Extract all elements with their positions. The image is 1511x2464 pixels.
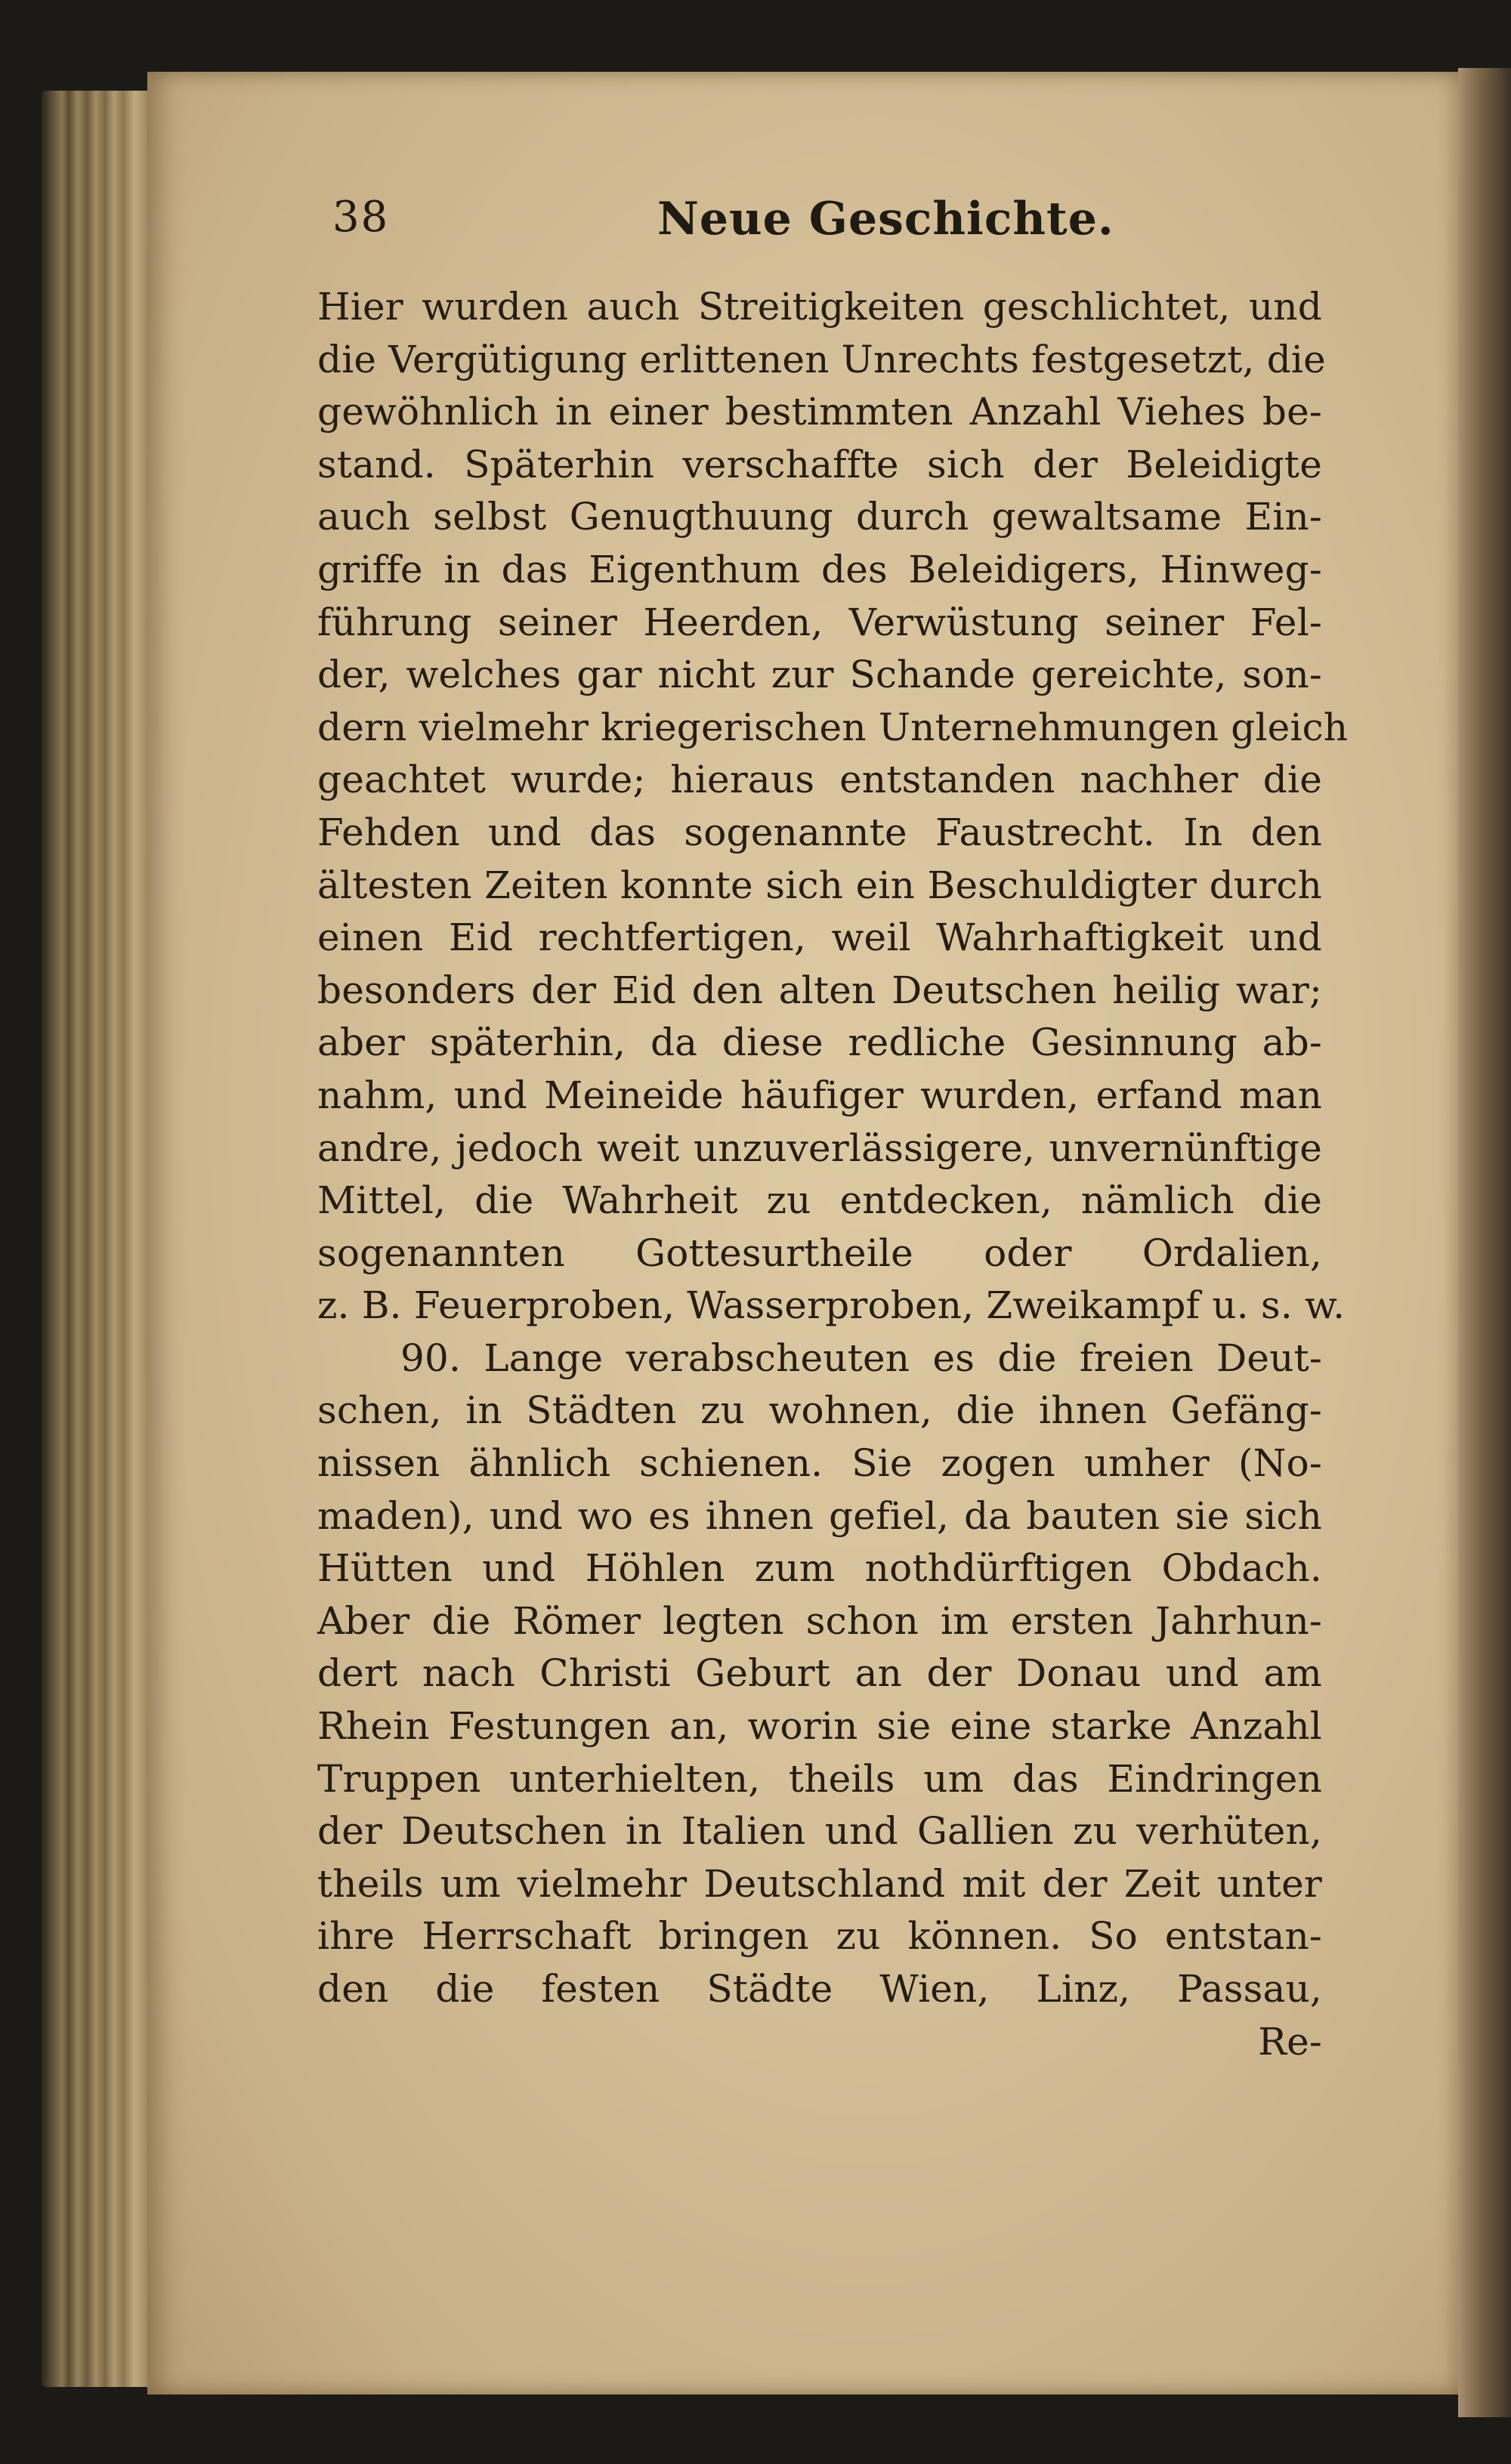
text-line: schen, in Städten zu wohnen, die ihnen Gefäng- [317, 1388, 1322, 1433]
text-line: griffe in das Eigenthum des Beleidigers, Hinweg- [317, 547, 1322, 591]
text-line: nahm, und Meineide häufiger wurden, erfand man [317, 1073, 1322, 1117]
text-line: besonders der Eid den alten Deutschen heilig war; [317, 968, 1322, 1012]
text-line: aber späterhin, da diese redliche Gesinnung ab- [317, 1020, 1322, 1065]
text-line: gewöhnlich in einer bestimmten Anzahl Viehes be- [317, 390, 1322, 434]
text-line: Fehden und das sogenannte Faustrecht. In den [317, 810, 1322, 854]
catchword: Re- [1258, 2019, 1322, 2064]
text-line: geachtet wurde; hieraus entstanden nachher die [317, 758, 1322, 802]
page-stack-edge [42, 91, 155, 2387]
text-line: führung seiner Heerden, Verwüstung seiner Fel- [317, 600, 1322, 644]
text-line: andre, jedoch weit unzuverlässigere, unvernünftige [317, 1125, 1322, 1170]
running-head: Neue Geschichte. [657, 193, 1114, 245]
text-line: sogenannten Gottesurtheile oder Ordalien, [317, 1230, 1322, 1275]
text-line: Aber die Römer legten schon im ersten Jahrhun- [317, 1598, 1322, 1643]
text-line: ältesten Zeiten konnte sich ein Beschuldigter durch [317, 863, 1322, 907]
text-line: dern vielmehr kriegerischen Unternehmungen gleich [317, 705, 1349, 749]
text-line: auch selbst Genugthuung durch gewaltsame Ein- [317, 495, 1322, 539]
page-header [332, 193, 1315, 261]
text-line: z. B. Feuerproben, Wasserproben, Zweikampf u. s. w. [317, 1283, 1346, 1328]
text-line: der Deutschen in Italien und Gallien zu verhüten, [317, 1809, 1322, 1854]
text-line: Hier wurden auch Streitigkeiten geschlichtet, und [317, 285, 1322, 329]
text-line: stand. Späterhin verschaffte sich der Beleidigte [317, 442, 1322, 486]
text-line: Truppen unterhielten, theils um das Eindringen [317, 1756, 1322, 1801]
text-line: theils um vielmehr Deutschland mit der Zeit unter [317, 1861, 1322, 1906]
text-line: Mittel, die Wahrheit zu entdecken, nämlich die [317, 1178, 1322, 1223]
text-line: dert nach Christi Geburt an der Donau und am [317, 1651, 1322, 1696]
paragraph-start-line: 90. Lange verabscheuten es die freien Deut- [400, 1335, 1322, 1380]
text-line: nissen ähnlich schienen. Sie zogen umher (No- [317, 1441, 1322, 1486]
text-line: Hütten und Höhlen zum nothdürftigen Obdach. [317, 1546, 1322, 1591]
text-line: maden), und wo es ihnen gefiel, da bauten sie sich [317, 1493, 1322, 1538]
body-text [317, 281, 1349, 2068]
text-line: die Vergütigung erlittenen Unrechts festgesetzt, die [317, 337, 1326, 381]
text-line: der, welches gar nicht zur Schande gereichte, son- [317, 653, 1322, 697]
page-number: 38 [332, 193, 390, 242]
text-line: ihre Herrschaft bringen zu können. So entstan- [317, 1914, 1322, 1959]
facing-page-edge [1458, 68, 1511, 2417]
text-line: einen Eid rechtfertigen, weil Wahrhaftigkeit und [317, 916, 1322, 960]
text-line: Rhein Festungen an, worin sie eine starke Anzahl [317, 1704, 1322, 1749]
text-line: den die festen Städte Wien, Linz, Passau, [317, 1967, 1322, 2011]
